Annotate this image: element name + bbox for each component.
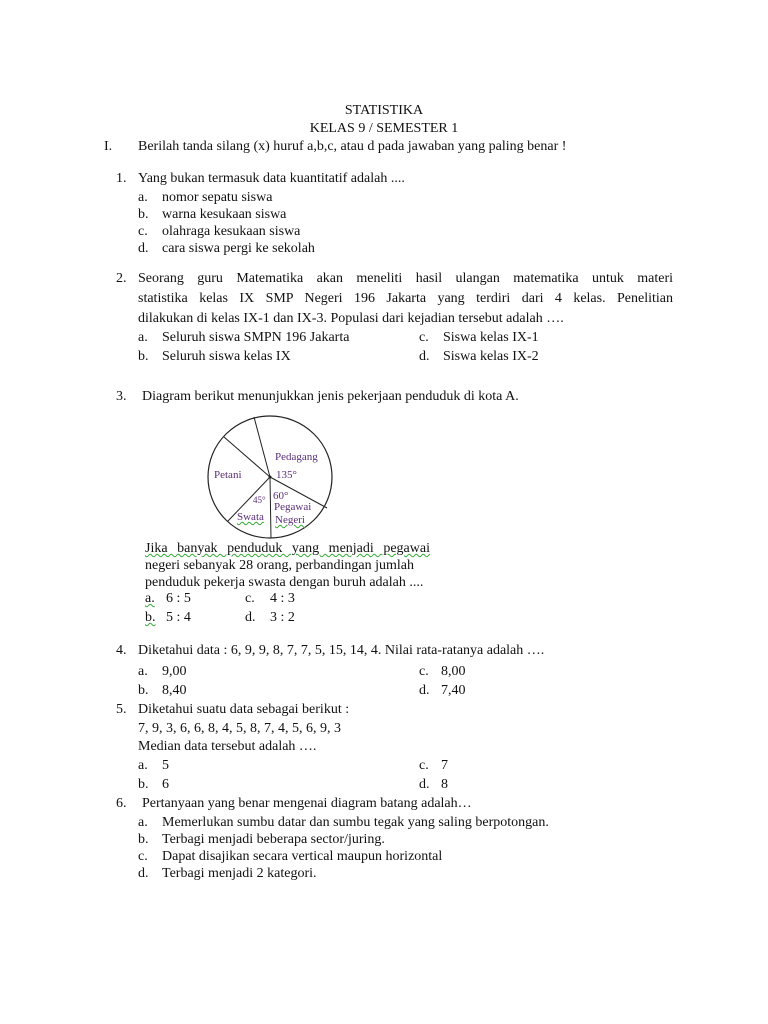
q3-number: 3. (116, 389, 127, 404)
q1-text: Yang bukan termasuk data kuantitatif adalah .... (138, 171, 405, 186)
section-instruction: Berilah tanda silang (x) huruf a,b,c, atau d pada jawaban yang paling benar ! (138, 139, 567, 154)
q1-option-text: warna kesukaan siswa (162, 207, 287, 222)
section-number: I. (104, 139, 113, 154)
q2-option-letter: d. (419, 349, 430, 364)
q3-option-letter: a. (145, 591, 155, 606)
q2-option-letter: a. (138, 330, 148, 345)
q1-option-text: nomor sepatu siswa (162, 190, 273, 205)
q1-option-text: cara siswa pergi ke sekolah (162, 241, 315, 256)
q5-text: Diketahui suatu data sebagai berikut : (138, 702, 350, 717)
q2-text-line: statistika kelas IX SMP Negeri 196 Jakarta yang terdiri dari 4 kelas. Penelitian (138, 291, 673, 306)
q6-text: Pertanyaan yang benar mengenai diagram batang adalah… (142, 796, 472, 811)
q6-option-text: Memerlukan sumbu datar dan sumbu tegak yang saling berpotongan. (162, 815, 549, 830)
pie-slice-divider (270, 477, 271, 538)
q3-option-text: 5 : 4 (166, 610, 191, 625)
pie-label-swata: Swata (237, 511, 264, 523)
q4-option-text: 7,40 (441, 683, 466, 698)
q3-text: Diagram berikut menunjukkan jenis pekerjaan penduduk di kota A. (142, 389, 519, 404)
q6-option-text: Terbagi menjadi 2 kategori. (162, 866, 317, 881)
q2-text-line: dilakukan di kelas IX-1 dan IX-3. Populasi dari kejadian tersebut adalah …. (138, 311, 564, 326)
document-subtitle: KELAS 9 / SEMESTER 1 (309, 121, 459, 136)
q5-ask: Median data tersebut adalah …. (138, 739, 317, 754)
pie-label-pedagang: Pedagang (275, 451, 318, 463)
q2-option-text: Siswa kelas IX-2 (443, 349, 539, 364)
q4-option-letter: d. (419, 683, 430, 698)
q5-option-text: 5 (162, 758, 169, 773)
q3-text-line: negeri sebanyak 28 orang, perbandingan jumlah (145, 558, 415, 573)
q3-text-line-content: Jika banyak penduduk yang menjadi pegawai (145, 541, 430, 556)
q5-option-letter: b. (138, 777, 149, 792)
q3-option-letter: b. (145, 610, 156, 625)
q5-number: 5. (116, 702, 127, 717)
q1-number: 1. (116, 171, 127, 186)
q5-option-letter: d. (419, 777, 430, 792)
q2-option-letter: c. (419, 330, 429, 345)
q2-option-text: Seluruh siswa kelas IX (162, 349, 291, 364)
q4-text: Diketahui data : 6, 9, 9, 8, 7, 7, 5, 15, 14, 4. Nilai rata-ratanya adalah …. (138, 643, 545, 658)
q6-option-letter: a. (138, 815, 148, 830)
q1-option-text: olahraga kesukaan siswa (162, 224, 301, 239)
q5-option-text: 8 (441, 777, 448, 792)
q4-option-text: 9,00 (162, 664, 187, 679)
q6-number: 6. (116, 796, 127, 811)
q6-option-text: Terbagi menjadi beberapa sector/juring. (162, 832, 385, 847)
pie-label-negeri: Negeri (275, 514, 305, 526)
q3-text-line: penduduk pekerja swasta dengan buruh adalah .... (145, 575, 424, 590)
q4-option-letter: c. (419, 664, 429, 679)
document-title: STATISTIKA (344, 103, 424, 118)
q2-number: 2. (116, 271, 127, 286)
q3-option-letter: d. (245, 610, 256, 625)
q3-option-text: 6 : 5 (166, 591, 191, 606)
q1-option-letter: c. (138, 224, 148, 239)
q5-option-letter: c. (419, 758, 429, 773)
q1-option-letter: d. (138, 241, 149, 256)
pie-angle-pedagang: 135° (276, 469, 297, 481)
q4-option-letter: b. (138, 683, 149, 698)
pie-angle-pegawai: 60° (273, 490, 289, 502)
q3-option-text: 3 : 2 (270, 610, 295, 625)
pie-label-pegawai: Pegawai (274, 501, 312, 513)
q6-option-letter: d. (138, 866, 149, 881)
q4-number: 4. (116, 643, 127, 658)
q3-option-letter: c. (245, 591, 255, 606)
q3-text-line (145, 540, 430, 557)
q5-option-text: 6 (162, 777, 169, 792)
q2-option-text: Siswa kelas IX-1 (443, 330, 539, 345)
q6-option-letter: c. (138, 849, 148, 864)
q2-option-letter: b. (138, 349, 149, 364)
q4-option-letter: a. (138, 664, 148, 679)
q5-option-letter: a. (138, 758, 148, 773)
q4-option-text: 8,40 (162, 683, 187, 698)
q1-option-letter: b. (138, 207, 149, 222)
pie-center (269, 476, 272, 479)
q5-data: 7, 9, 3, 6, 6, 8, 4, 5, 8, 7, 4, 5, 6, 9, 3 (138, 721, 341, 736)
q5-option-text: 7 (441, 758, 448, 773)
pie-slice-divider (254, 417, 270, 477)
q2-option-text: Seluruh siswa SMPN 196 Jakarta (162, 330, 350, 345)
pie-label-petani: Petani (214, 469, 242, 481)
q4-option-text: 8,00 (441, 664, 466, 679)
q2-text-line: Seorang guru Matematika akan meneliti hasil ulangan matematika untuk materi (138, 271, 673, 286)
pie-angle-swata: 45° (253, 495, 266, 505)
q6-option-text: Dapat disajikan secara vertical maupun horizontal (162, 849, 443, 864)
q1-option-letter: a. (138, 190, 148, 205)
q3-option-text: 4 : 3 (270, 591, 295, 606)
q6-option-letter: b. (138, 832, 149, 847)
